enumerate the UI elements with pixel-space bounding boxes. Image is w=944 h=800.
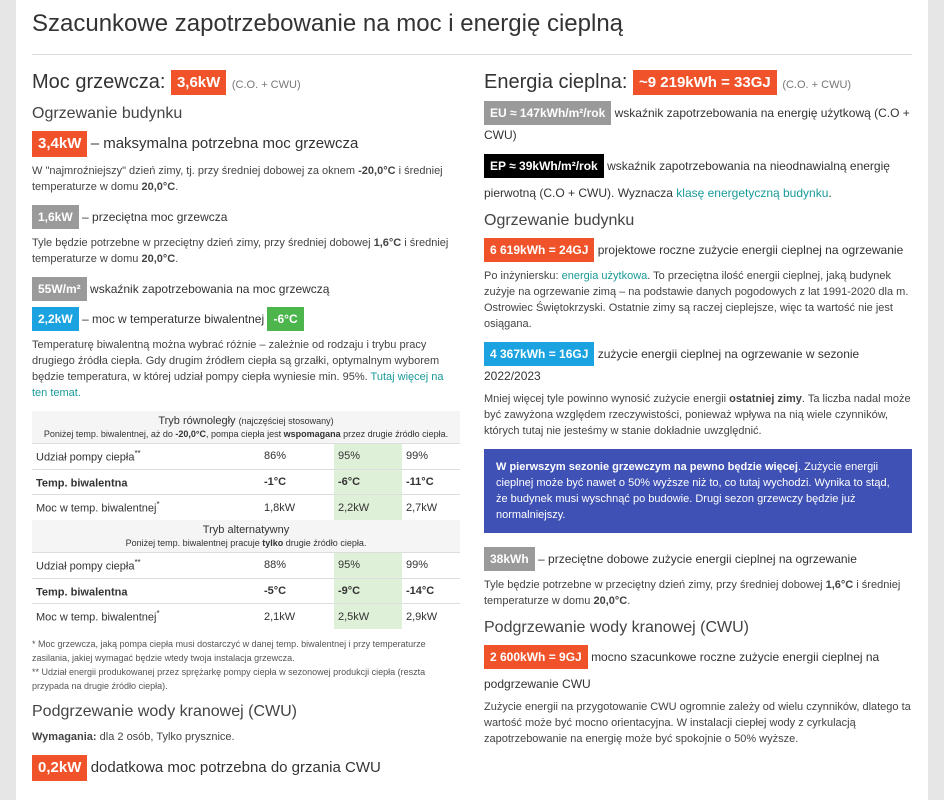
more-info-link[interactable]: Tutaj więcej na ten temat. bbox=[32, 371, 444, 399]
max-power-desc-1: W "najmroźniejszy" dzień zimy, tj. przy średniej dobowej za oknem bbox=[32, 165, 356, 177]
footnote-1: * Moc grzewcza, jaką pompa ciepła musi dostarczyć w danej temp. biwalentnej i przy temperaturze zasilania, jakiej wymagać będzie wtedy twoja instalacja grzewcza. bbox=[32, 638, 426, 663]
avg-power-text: – przeciętna moc grzewcza bbox=[82, 210, 228, 224]
energy-heading-suffix: (C.O. + CWU) bbox=[782, 78, 852, 91]
avg-desc-2: i średniej temperaturze w domu bbox=[32, 237, 449, 265]
daily-desc-2: i średniej temperaturze w domu bbox=[484, 578, 901, 607]
bivalent-power-text: – moc w temperaturze biwalentnej bbox=[82, 312, 265, 326]
cell-value: Udział pompy ciepła bbox=[36, 451, 135, 464]
footnotes bbox=[32, 637, 460, 693]
cell-value: Moc w temp. biwalentnej bbox=[36, 611, 157, 624]
parallel-sub-bold-2: wspomagana bbox=[283, 429, 341, 439]
parallel-sub-3: przez drugie źródło ciepła. bbox=[343, 429, 449, 439]
season-energy-text: zużycie energii cieplnej na ogrzewanie w sezonie 2022/2023 bbox=[484, 346, 860, 383]
max-power-desc-2: i średniej temperaturze w domu bbox=[32, 165, 443, 193]
season-desc-2: . Ta liczba nadal może być zawyżona względem rzeczywistości, ponieważ wpływa na nią wiele czynników, których tutaj nie jesteśmy w stanie dokładnie uwzględnić. bbox=[484, 392, 911, 437]
ep-text-1: wskaźnik zapotrzebowania na nieodnawialną energię bbox=[607, 158, 890, 173]
cell-value: 88% bbox=[264, 559, 287, 572]
table-cell bbox=[334, 444, 402, 470]
daily-energy-text: – przeciętne dobowe zużycie energii cieplnej na ogrzewanie bbox=[538, 551, 857, 566]
bivalent-power-row bbox=[32, 307, 460, 331]
table-row bbox=[32, 604, 460, 629]
alternative-mode-title: Tryb alternatywny bbox=[202, 523, 290, 536]
first-season-notice bbox=[484, 449, 912, 533]
alt-sub-2: drugie źródło ciepła. bbox=[285, 537, 367, 548]
power-indicator-badge: 55W/m² bbox=[32, 277, 87, 301]
hot-water-power-row bbox=[32, 755, 460, 781]
table-cell bbox=[402, 552, 460, 578]
requirements bbox=[32, 729, 460, 745]
cell-value: Temp. biwalentna bbox=[36, 477, 128, 490]
table-row bbox=[32, 495, 460, 520]
hot-water-description: Zużycie energii na przygotowanie CWU ogromnie zależy od wielu czynników, dlatego ta wartość może być mocno orientacyjna. W instalacji ciepłej wody z cyrkulacją zapotrzebowanie na energię może być spokojnie o 50% wyższe. bbox=[484, 700, 911, 745]
cell-value: Moc w temp. biwalentnej bbox=[36, 502, 157, 515]
cell-value: 95% bbox=[338, 450, 361, 463]
hot-water-energy-text-2: podgrzewanie CWU bbox=[484, 676, 591, 691]
parallel-mode-subtitle bbox=[32, 429, 460, 443]
daily-temp-in: 20,0°C bbox=[593, 594, 628, 607]
cell-footnote-mark: ** bbox=[134, 557, 141, 567]
cell-value: -14°C bbox=[406, 584, 435, 597]
parallel-sub-1: Poniżej temp. biwalentnej, aż do bbox=[43, 429, 173, 439]
eu-row bbox=[484, 101, 912, 144]
cell-value: 99% bbox=[406, 450, 429, 463]
parallel-sub-bold-1: -20,0°C bbox=[175, 429, 207, 439]
table-cell bbox=[402, 578, 460, 604]
cell-value: 2,9kW bbox=[406, 610, 438, 623]
table-cell bbox=[334, 604, 402, 629]
bivalent-desc: Temperaturę biwalentną można wybrać różnie – zależnie od rodzaju i trybu pracy drugiego źródła ciepła. Gdy drugim źródłem ciepła są grzałki, optymalnym wyborem będzie temperatura, w której udział pompy ciepła wyniesie min. 95%. bbox=[32, 339, 440, 383]
season-bold: ostatniej zimy bbox=[729, 392, 802, 405]
building-heating-heading: Ogrzewanie budynku bbox=[32, 105, 183, 122]
ep-text-line-2 bbox=[484, 184, 912, 202]
daily-energy-description: Tyle będzie potrzebne w przeciętny dzień zimy, przy średniej dobowej 1,6°C i średniej temperaturze w domu 20,0°C. bbox=[484, 578, 901, 607]
max-power-temp-out: -20,0°C bbox=[358, 165, 396, 177]
max-power-badge: 3,4kW bbox=[32, 131, 87, 157]
alt-sub-bold: tylko bbox=[262, 537, 284, 548]
table-cell bbox=[32, 444, 260, 470]
cell-value: 95% bbox=[338, 559, 361, 572]
power-indicator-row bbox=[32, 277, 460, 301]
hot-water-power-badge: 0,2kW bbox=[32, 755, 87, 781]
power-heading-suffix: (C.O. + CWU) bbox=[231, 78, 301, 91]
cell-value: 2,5kW bbox=[338, 610, 370, 623]
table-row bbox=[32, 444, 460, 470]
ep-end: . bbox=[828, 185, 832, 200]
table-cell bbox=[32, 495, 260, 520]
table-cell bbox=[402, 444, 460, 470]
eu-text: wskaźnik zapotrzebowania na energię użytkową (C.O + CWU) bbox=[484, 106, 910, 142]
energy-building-heading: Ogrzewanie budynku bbox=[484, 211, 635, 229]
parallel-title-note: (najczęściej stosowany) bbox=[238, 416, 334, 426]
bivalent-description bbox=[32, 337, 460, 401]
cell-footnote-mark: ** bbox=[134, 449, 141, 458]
energy-heading bbox=[484, 70, 912, 95]
annual-desc-2: . To przeciętna ilość energii cieplnej, jaką budynek zużyje na ogrzewanie zimą – na podstawie danych pogodowych z lat 1991-2020 dla m. Ostrowiec Świętokrzyski. Ostatnie zimy są raczej cieplejsze, więc ta wartość nie jest osiągana. bbox=[484, 269, 909, 330]
avg-temp-out: 1,6°C bbox=[373, 237, 402, 249]
cell-value: -9°C bbox=[338, 584, 361, 597]
heat-energy-column bbox=[484, 62, 912, 757]
parallel-sub-2: , pompa ciepła jest bbox=[206, 429, 282, 439]
requirements-label: Wymagania: bbox=[32, 730, 97, 743]
annual-energy-text: projektowe roczne zużycie energii cieplnej na ogrzewanie bbox=[597, 242, 904, 257]
power-heading-label: Moc grzewcza: bbox=[32, 70, 166, 93]
table-cell bbox=[260, 578, 334, 604]
season-energy-row bbox=[484, 342, 912, 385]
energy-heading-label: Energia cieplna: bbox=[484, 70, 628, 93]
daily-desc-1: Tyle będzie potrzebne w przeciętny dzień zimy, przy średniej dobowej bbox=[484, 578, 823, 591]
table-cell bbox=[32, 604, 260, 629]
annual-energy-badge: 6 619kWh = 24GJ bbox=[484, 238, 594, 262]
table-cell bbox=[260, 444, 334, 470]
cell-value: -6°C bbox=[338, 475, 361, 488]
notice-text: . Zużycie energii cieplnej może być nawet o 50% wyższe niż to, co tutaj wychodzi. Wynika to stąd, że budynek musi wyschnąć po budowie. Drugi sezon grzewczy będzie już normalniejszy. bbox=[496, 460, 890, 521]
cell-value: 2,7kW bbox=[406, 501, 438, 514]
ep-text-2: pierwotną (C.O + CWU). Wyznacza bbox=[484, 185, 673, 200]
table-cell bbox=[402, 604, 460, 629]
table-cell bbox=[260, 552, 334, 578]
annual-energy-row bbox=[484, 238, 912, 262]
cell-footnote-mark: * bbox=[156, 500, 160, 510]
total-power-badge: 3,6kW bbox=[171, 70, 226, 95]
alt-sub-1: Poniżej temp. biwalentnej pracuje bbox=[125, 537, 260, 548]
cell-value: -1°C bbox=[264, 475, 287, 488]
table-cell bbox=[402, 495, 460, 520]
table-cell bbox=[260, 604, 334, 629]
total-energy-badge: ~9 219kWh = 33GJ bbox=[633, 70, 777, 95]
hot-water-power-text: dodatkowa moc potrzebna do grzania CWU bbox=[90, 758, 381, 776]
avg-power-description: Tyle będzie potrzebne w przeciętny dzień zimy, przy średniej dobowej 1,6°C i średniej temperaturze w domu 20,0°C. bbox=[32, 237, 449, 265]
hot-water-energy-row bbox=[484, 645, 912, 693]
season-energy-badge: 4 367kWh = 16GJ bbox=[484, 342, 594, 366]
table-row bbox=[32, 578, 460, 604]
cell-value: 1,8kW bbox=[264, 501, 296, 514]
table-row bbox=[32, 469, 460, 495]
table-cell bbox=[32, 578, 260, 604]
parallel-title: Tryb równoległy bbox=[158, 415, 236, 427]
daily-energy-badge: 38kWh bbox=[484, 547, 535, 571]
requirements-text: dla 2 osób, Tylko prysznice. bbox=[99, 730, 235, 743]
hot-water-energy-text-1: mocno szacunkowe roczne zużycie energii cieplnej na bbox=[591, 649, 880, 664]
cell-value: 86% bbox=[264, 450, 287, 463]
daily-temp-out: 1,6°C bbox=[825, 578, 854, 591]
parallel-mode-table bbox=[32, 411, 460, 629]
table-cell bbox=[334, 578, 402, 604]
notice-bold: W pierwszym sezonie grzewczym na pewno będzie więcej bbox=[496, 460, 798, 473]
annual-energy-description bbox=[484, 268, 912, 332]
table-cell bbox=[32, 552, 260, 578]
table-cell bbox=[260, 469, 334, 495]
table-cell bbox=[32, 469, 260, 495]
ep-row bbox=[484, 154, 912, 202]
table-cell bbox=[334, 495, 402, 520]
parallel-mode-title bbox=[32, 411, 460, 429]
page-title: Szacunkowe zapotrzebowanie na moc i energię cieplną bbox=[32, 10, 624, 37]
table-cell bbox=[402, 469, 460, 495]
bivalent-power-badge: 2,2kW bbox=[32, 307, 79, 331]
table-cell bbox=[260, 495, 334, 520]
season-energy-description bbox=[484, 391, 912, 439]
cell-value: 2,2kW bbox=[338, 501, 370, 514]
alternative-mode-subtitle bbox=[32, 538, 460, 552]
cell-value: -11°C bbox=[406, 475, 434, 488]
max-power-temp-in: 20,0°C bbox=[141, 181, 176, 193]
eu-badge: EU ≈ 147kWh/m²/rok bbox=[484, 101, 611, 125]
max-power-row bbox=[32, 131, 460, 157]
cell-footnote-mark: * bbox=[156, 609, 160, 619]
cell-value: Temp. biwalentna bbox=[36, 586, 128, 599]
season-desc-1: Mniej więcej tyle powinno wynosić zużycie energii bbox=[484, 392, 727, 405]
table-row bbox=[32, 552, 460, 578]
cell-value: -5°C bbox=[264, 584, 287, 597]
energy-class-link[interactable]: klasę energetyczną budynku bbox=[676, 185, 829, 200]
footnote-2: ** Udział energii produkowanej przez sprężarkę pompy ciepła w sezonowej produkcji ciepła (reszta przypada na drugie źródło ciepła). bbox=[32, 666, 426, 691]
cell-value: 99% bbox=[406, 559, 429, 572]
avg-temp-in: 20,0°C bbox=[141, 253, 176, 265]
divider bbox=[32, 54, 912, 55]
content-card bbox=[16, 0, 928, 800]
ep-badge: EP ≈ 39kWh/m²/rok bbox=[484, 154, 604, 178]
table-cell bbox=[334, 552, 402, 578]
hot-water-heading: Podgrzewanie wody kranowej (CWU) bbox=[32, 702, 297, 720]
bivalent-temp-badge: -6°C bbox=[267, 307, 303, 331]
table-cell bbox=[334, 469, 402, 495]
avg-desc-1: Tyle będzie potrzebne w przeciętny dzień zimy, przy średniej dobowej bbox=[32, 237, 371, 249]
alternative-table bbox=[32, 552, 460, 629]
annual-desc-1: Po inżyniersku: bbox=[484, 269, 559, 282]
avg-power-row bbox=[32, 205, 460, 229]
parallel-table bbox=[32, 443, 460, 520]
avg-power-badge: 1,6kW bbox=[32, 205, 79, 229]
cell-value: 2,1kW bbox=[264, 610, 296, 623]
usable-energy-link[interactable]: energia użytkowa bbox=[561, 269, 648, 282]
power-heading bbox=[32, 70, 460, 95]
max-power-text: – maksymalna potrzebna moc grzewcza bbox=[90, 135, 359, 152]
max-power-description: W "najmroźniejszy" dzień zimy, tj. przy średniej dobowej za oknem -20,0°C i średniej temperaturze w domu 20,0°C. bbox=[32, 165, 443, 193]
hot-water-energy-badge: 2 600kWh = 9GJ bbox=[484, 645, 588, 669]
daily-energy-row bbox=[484, 547, 912, 571]
heating-power-column bbox=[32, 62, 460, 787]
energy-hot-water-heading: Podgrzewanie wody kranowej (CWU) bbox=[484, 618, 749, 636]
power-indicator-text: wskaźnik zapotrzebowania na moc grzewczą bbox=[90, 282, 330, 296]
cell-value: Udział pompy ciepła bbox=[36, 560, 135, 573]
